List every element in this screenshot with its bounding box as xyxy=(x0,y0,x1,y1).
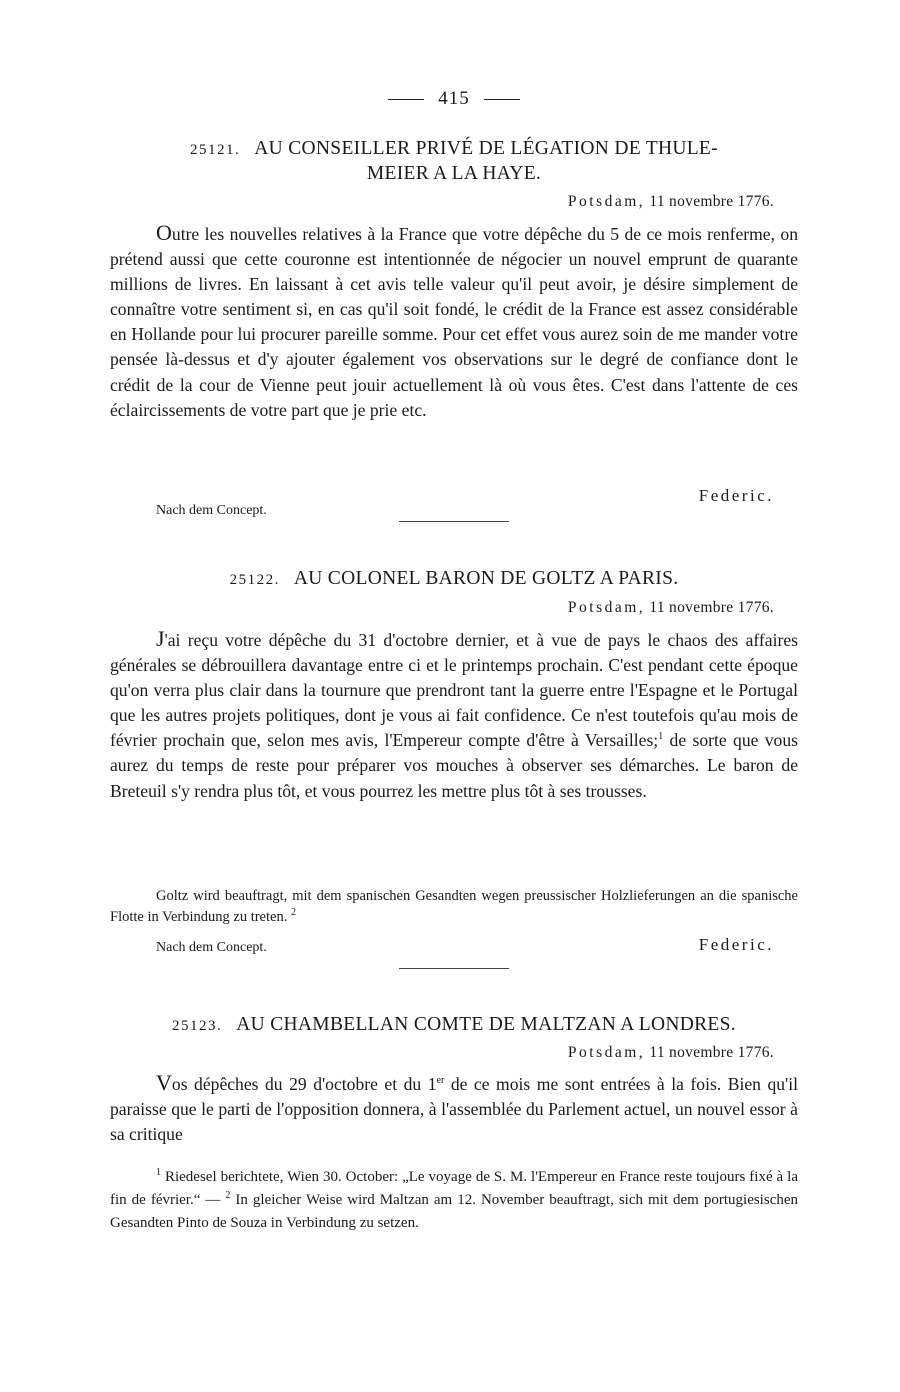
letter-body-text-cont: de ce mois me sont entrées à la fois. Bien qu'il paraisse que le parti de l'opposition donnera, à l'assemblée du Parlement actuel, un nouvel essor à sa critique xyxy=(110,1074,798,1145)
letter-body-text-cont: de sorte que vous aurez du temps de reste pour préparer vos mouches à observer ses démarches. Le baron de Breteuil s'y rendra plus tôt, et vous pourrez les mettre plus tôt à ses trousses. xyxy=(110,730,798,801)
footnote-marker: 1 xyxy=(156,1167,161,1178)
letter-heading-25121 xyxy=(110,137,798,186)
letter-heading-25123 xyxy=(110,1013,798,1038)
separator-rule xyxy=(399,968,509,969)
footnotes xyxy=(110,1166,798,1235)
signature: Federic. xyxy=(698,935,774,954)
letter-place-date xyxy=(568,599,774,617)
letter-body-text: utre les nouvelles relatives à la France que votre dépêche du 5 de ce mois renferme, on prétend aussi que cette couronne est intentionnée de négocier un nouvel emprunt de quarante millions de livres. En laissant à cet avis telle valeur qu'il peut avoir, je désire simplement de connaître votre sentiment si, en cas qu'il soit fondé, le crédit de la France est assez considérable en Hollande pour lui procurer pareille somme. Pour cet effet vous aurez soin de me mander votre pensée là-dessus et d'y ajouter également vos observations sur le degré de confiance dont le crédit de la cour de Vienne peut jouir actuellement là où vous êtes. C'est dans l'attente de ces éclaircissements de votre part que je prie etc. xyxy=(110,224,798,420)
letter-title-line1: AU CHAMBELLAN COMTE DE MALTZAN A LONDRES. xyxy=(236,1014,736,1035)
drop-initial: V xyxy=(156,1070,172,1095)
footnote-marker: 2 xyxy=(225,1190,231,1201)
letter-summary-note xyxy=(110,886,798,928)
drop-initial: J xyxy=(156,626,165,651)
place-name: Potsdam, xyxy=(567,193,646,210)
letter-place-date xyxy=(568,193,774,211)
letter-body-25122 xyxy=(110,626,798,804)
letter-place-date xyxy=(568,1044,774,1062)
letter-number: 25122. xyxy=(229,572,280,588)
letter-number: 25121. xyxy=(190,142,241,158)
signature: Federic. xyxy=(698,486,774,505)
letter-body-25123 xyxy=(110,1070,798,1147)
letter-title-line1: AU CONSEILLER PRIVÉ DE LÉGATION DE THULE- xyxy=(254,138,718,159)
letter-date: 11 novembre 1776. xyxy=(649,1044,774,1061)
letter-date: 11 novembre 1776. xyxy=(649,193,774,210)
source-note: Nach dem Concept. xyxy=(156,503,267,518)
page-number xyxy=(110,88,798,110)
footnote-ref: 1 xyxy=(658,731,664,743)
letter-body-text: 'ai reçu votre dépêche du 31 d'octobre dernier, et à vue de pays le chaos des affaires générales se débrouillera davantage entre ci et le printemps prochain. C'est pendant cette époque qu'on verra plus clair dans la tournure que prendront tant la guerre entre l'Espagne et le Portugal que les autres projets politiques, dont je vous ai fait confidence. Ce n'est toutefois qu'au mois de février prochain que, selon mes avis, l'Empereur compte d'être à Versailles; xyxy=(110,630,798,751)
letter-title-line2: MEIER A LA HAYE. xyxy=(366,163,542,184)
dash-right xyxy=(484,99,520,100)
place-name: Potsdam, xyxy=(567,1044,646,1061)
drop-initial: O xyxy=(156,220,172,245)
superscript: er xyxy=(436,1075,445,1087)
footnote-ref: 2 xyxy=(290,907,296,919)
place-name: Potsdam, xyxy=(567,599,646,616)
letter-date: 11 novembre 1776. xyxy=(649,599,774,616)
letter-number: 25123. xyxy=(172,1018,223,1034)
letter-body-25121 xyxy=(110,220,798,423)
letter-heading-25122 xyxy=(110,567,798,592)
page-number-text: 415 xyxy=(438,88,470,109)
separator-rule xyxy=(399,521,509,522)
footnote-text: Riedesel berichtete, Wien 30. October: „Le voyage de S. M. l'Empereur en France reste toujours fixé à la fin de février.“ — xyxy=(110,1169,798,1208)
dash-left xyxy=(388,99,424,100)
summary-text: Goltz wird beauftragt, mit dem spanischen Gesandten wegen preussischer Holzlieferungen an die spanische Flotte in Verbindung zu treten. xyxy=(110,888,798,925)
footnote-text: In gleicher Weise wird Maltzan am 12. November beauftragt, sich mit dem portugiesischen Gesandten Pinto de Souza in Verbindung zu setzen. xyxy=(110,1192,799,1231)
letter-title-line1: AU COLONEL BARON DE GOLTZ A PARIS. xyxy=(293,568,679,589)
source-note: Nach dem Concept. xyxy=(156,940,267,955)
letter-body-text: os dépêches du 29 d'octobre et du 1 xyxy=(171,1074,437,1094)
